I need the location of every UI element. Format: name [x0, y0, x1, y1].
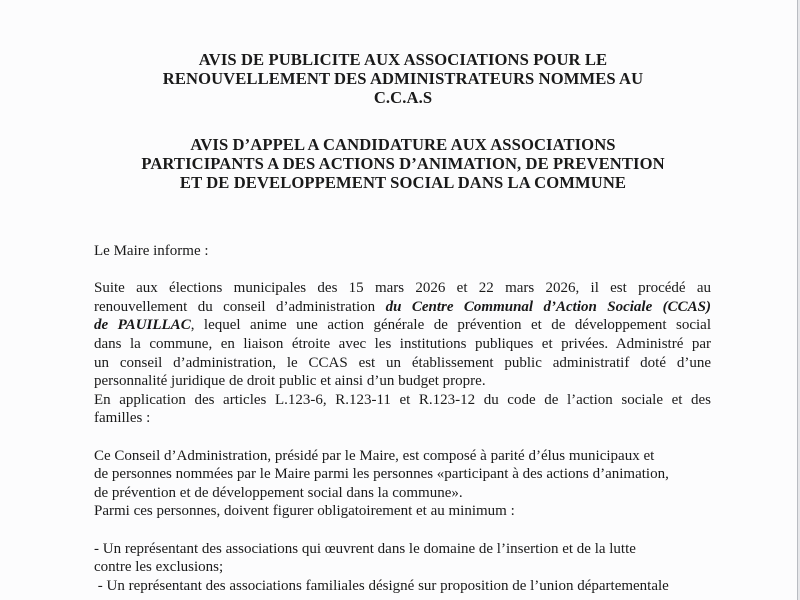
text-run: , lequel anime une action générale de prévention et de développement social — [190, 317, 712, 334]
title-line: RENOUVELLEMENT DES ADMINISTRATEURS NOMMES AU — [162, 69, 644, 88]
text-line: personnalité juridique de droit public et ainsi d’un budget propre. — [94, 373, 486, 390]
text-line — [94, 298, 711, 317]
title-line: AVIS D’APPEL A CANDIDATURE AUX ASSOCIATIONS — [190, 135, 616, 154]
document-body — [94, 242, 711, 595]
text-line: En application des articles L.123-6, R.123-11 et R.123-12 du code de l’action sociale et des — [94, 391, 711, 408]
title-line: C.C.A.S — [373, 88, 433, 107]
title-line: ET DE DEVELOPPEMENT SOCIAL DANS LA COMMUNE — [179, 173, 627, 192]
notice-title-publicity — [95, 50, 711, 107]
text-line: Ce Conseil d’Administration, présidé par le Maire, est composé à parité d’élus municipaux et — [94, 447, 655, 464]
list-item-line: contre les exclusions; — [94, 559, 224, 576]
title-line: AVIS DE PUBLICITE AUX ASSOCIATIONS POUR LE — [198, 50, 608, 69]
text-line: dans la commune, en liaison étroite avec les institutions publiques et privées. Administré par — [94, 335, 711, 352]
text-line: un conseil d’administration, le CCAS est un établissement public administratif doté d’une — [94, 354, 711, 371]
text-line — [94, 316, 711, 335]
notice-title-call-for-candidates — [95, 135, 711, 192]
paragraph-ccas-renewal — [94, 279, 711, 428]
text-line: Parmi ces personnes, doivent figurer obligatoirement et au minimum : — [94, 503, 515, 520]
paragraph-council-composition — [94, 447, 711, 521]
title-line: PARTICIPANTS A DES ACTIONS D’ANIMATION, DE PREVENTION — [141, 154, 665, 173]
text-line: de prévention et de développement social dans la commune». — [94, 484, 463, 501]
text-line: Suite aux élections municipales des 15 mars 2026 et 22 mars 2026, il est procédé au — [94, 280, 711, 297]
text-line: de personnes nommées par le Maire parmi les personnes «participant à des actions d’animation, — [94, 466, 669, 483]
list-item-line: - Un représentant des associations familiales désigné sur proposition de l’union départementale — [94, 577, 669, 594]
intro-line: Le Maire informe : — [94, 243, 209, 259]
required-members-list — [94, 540, 711, 596]
text-line: familles : — [94, 410, 151, 427]
commune-name-emphasis: de PAUILLAC — [94, 317, 191, 334]
list-item-line: - Un représentant des associations qui œuvrent dans le domaine de l’insertion et de la lutte — [94, 540, 636, 557]
ccas-name-emphasis: du Centre Communal d’Action Sociale (CCAS) — [385, 298, 711, 315]
text-run: renouvellement du conseil d’administration — [94, 298, 386, 315]
page-edge — [797, 0, 798, 600]
